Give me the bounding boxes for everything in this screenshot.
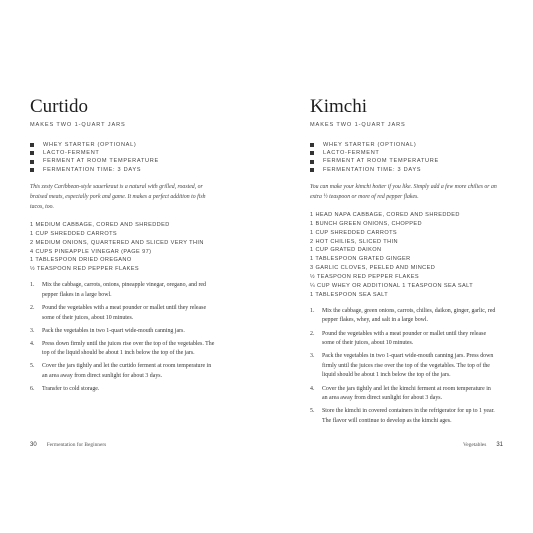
step-number: 4.: [30, 340, 35, 347]
attribute-item: [30, 157, 242, 165]
ingredient-item: 1 CUP SHREDDED CARROTS: [30, 230, 118, 237]
attribute-text: WHEY STARTER (OPTIONAL): [43, 142, 137, 148]
step-item: [30, 304, 242, 323]
square-bullet-icon: [30, 168, 34, 172]
step-text: Mix the cabbage, carrots, onions, pineapple vinegar, oregano, and red pepper flakes in a large bowl.: [42, 282, 206, 298]
page-number: 31: [496, 442, 503, 448]
square-bullet-icon: [310, 143, 314, 147]
recipe-yield: MAKES TWO 1-QUART JARS: [310, 122, 406, 128]
step-text: Transfer to cold storage.: [42, 386, 100, 393]
attribute-text: LACTO-FERMENT: [43, 150, 100, 157]
square-bullet-icon: [30, 160, 34, 164]
attribute-text: FERMENTATION TIME: 3 DAYS: [43, 166, 142, 173]
recipe-intro: [30, 182, 242, 212]
step-item: [310, 307, 514, 326]
ingredient-item: 1 TABLESPOON GRATED GINGER: [310, 256, 411, 263]
step-number: 4.: [310, 385, 315, 392]
step-number: 2.: [310, 330, 315, 337]
attribute-item: [30, 141, 242, 149]
ingredient-item: 1 HEAD NAPA CABBAGE, CORED AND SHREDDED: [310, 211, 460, 218]
ingredient-item: ¼ CUP WHEY OR ADDITIONAL 1 TEASPOON SEA SALT: [310, 283, 474, 290]
step-number: 5.: [30, 363, 35, 370]
page-number: 30: [30, 442, 37, 448]
right-page: [266, 0, 532, 533]
square-bullet-icon: [310, 151, 314, 155]
intro-line: You can make your kimchi hotter if you like. Simply add a few more chilies or an: [310, 183, 497, 190]
intro-line: extra ½ teaspoon or more of red pepper flakes.: [310, 193, 419, 200]
step-item: [30, 281, 242, 300]
ingredient-item: 1 CUP SHREDDED CARROTS: [310, 229, 398, 236]
ingredient-item: 1 TABLESPOON SEA SALT: [310, 291, 389, 298]
step-text: Pack the vegetables in two 1-quart wide-mouth canning jars.: [42, 327, 185, 334]
attribute-text: LACTO-FERMENT: [323, 150, 380, 157]
recipe-title: Kimchi: [310, 96, 367, 117]
attribute-item: [310, 166, 514, 174]
step-text: Cover the jars tightly and let the curtido ferment at room temperature in an area away from direct sunlight for about 3 days.: [42, 363, 212, 379]
step-number: 6.: [30, 386, 35, 393]
step-item: [30, 362, 242, 381]
attribute-item: [30, 149, 242, 157]
ingredient-list: [30, 221, 242, 274]
ingredient-item: 1 CUP GRATED DAIKON: [310, 247, 382, 254]
intro-line: This zesty Caribbean-style sauerkraut is a natural with grilled, roasted, or: [30, 183, 203, 190]
square-bullet-icon: [310, 168, 314, 172]
step-text: Pack the vegetables in two 1-quart wide-mouth canning jars. Press down firmly until the juices rise over the top of the vegetables. The top of the liquid should be about 1 inch below the top of the jars.: [322, 353, 494, 379]
recipe-intro: [310, 182, 514, 202]
step-item: [30, 385, 242, 395]
step-text: Mix the cabbage, green onions, carrots, chilies, daikon, ginger, garlic, red pepper flakes, whey, and salt in a large bowl.: [322, 307, 496, 324]
square-bullet-icon: [310, 160, 314, 164]
step-text: Cover the jars tightly and let the kimchi ferment at room temperature in an area away from direct sunlight for about 3 days.: [322, 385, 491, 402]
step-item: [30, 327, 242, 337]
intro-line: braised meats, especially pork and game. It makes a perfect addition to fish: [30, 193, 206, 200]
step-number: 1.: [30, 282, 35, 289]
step-text: Pound the vegetables with a meat pounder or mallet until they release some of their juices, about 10 minutes.: [322, 330, 487, 347]
running-head: Vegetables: [462, 442, 487, 448]
step-number: 3.: [30, 327, 35, 334]
ingredient-item: 1 BUNCH GREEN ONIONS, CHOPPED: [310, 220, 422, 227]
attribute-item: [310, 141, 514, 149]
attribute-item: [310, 157, 514, 165]
ingredient-item: 2 MEDIUM ONIONS, QUARTERED AND SLICED VERY THIN: [30, 239, 204, 246]
left-page: [0, 0, 266, 533]
step-text: Store the kimchi in covered containers in the refrigerator for up to 1 year. The flavor will continue to develop as the kimchi ages.: [322, 408, 495, 424]
attribute-text: WHEY STARTER (OPTIONAL): [323, 142, 417, 148]
ingredient-item: 1 MEDIUM CABBAGE, CORED AND SHREDDED: [30, 221, 170, 228]
ingredient-item: ½ TEASPOON RED PEPPER FLAKES: [30, 266, 140, 273]
ingredient-item: 1 TABLESPOON DRIED OREGANO: [30, 257, 132, 264]
ingredient-item: 4 CUPS PINEAPPLE VINEGAR (PAGE 97): [30, 248, 152, 255]
recipe-title: Curtido: [30, 96, 89, 117]
step-text: Press down firmly until the juices rise over the top of the vegetables. The top of the liquid should be about 1 inch below the top of the jars.: [42, 340, 215, 357]
attribute-item: [30, 166, 242, 174]
attribute-text: FERMENT AT ROOM TEMPERATURE: [43, 158, 159, 165]
running-head: Fermentation for Beginners: [46, 442, 107, 448]
page-footer: [30, 442, 106, 448]
attribute-text: FERMENT AT ROOM TEMPERATURE: [323, 158, 439, 165]
step-number: 1.: [310, 307, 315, 314]
attribute-text: FERMENTATION TIME: 3 DAYS: [323, 166, 422, 173]
step-item: [310, 352, 514, 381]
step-item: [30, 340, 242, 359]
step-item: [310, 407, 514, 426]
ingredient-item: 2 HOT CHILIES, SLICED THIN: [310, 238, 398, 245]
square-bullet-icon: [30, 143, 34, 147]
step-text: Pound the vegetables with a meat pounder or mallet until they release some of their juices, about 10 minutes.: [42, 304, 207, 321]
ingredient-item: 3 GARLIC CLOVES, PEELED AND MINCED: [310, 265, 436, 272]
recipe-attributes: [310, 141, 514, 174]
intro-line: tacos, too.: [30, 203, 54, 210]
step-number: 2.: [30, 304, 35, 311]
page-footer: [463, 442, 503, 448]
step-number: 5.: [310, 408, 315, 415]
ingredient-item: ½ TEASPOON RED PEPPER FLAKES: [310, 274, 420, 281]
recipe-yield: MAKES TWO 1-QUART JARS: [30, 122, 126, 128]
attribute-item: [310, 149, 514, 157]
step-item: [310, 385, 514, 404]
step-number: 3.: [310, 353, 315, 360]
step-item: [310, 330, 514, 349]
ingredient-list: [310, 211, 514, 300]
step-list: [30, 281, 242, 394]
step-list: [310, 307, 514, 427]
square-bullet-icon: [30, 151, 34, 155]
recipe-attributes: [30, 141, 242, 174]
